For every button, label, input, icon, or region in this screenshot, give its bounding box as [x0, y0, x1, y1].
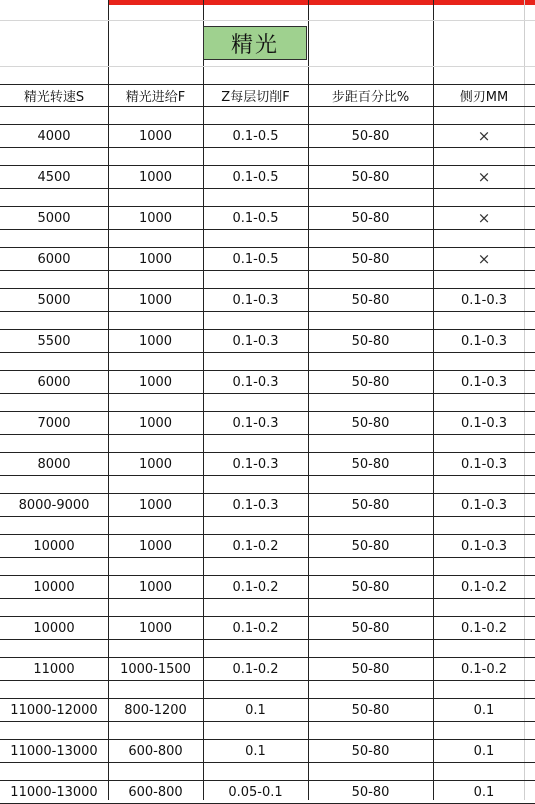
cell-side-cut[interactable]: 0.1-0.2 — [460, 661, 508, 677]
cell-stepover[interactable]: 50-80 — [351, 497, 390, 513]
cell-feed-rate[interactable]: 1000 — [138, 415, 173, 431]
cell-z-step[interactable]: 0.1 — [245, 743, 266, 759]
cell-stepover[interactable]: 50-80 — [351, 456, 390, 472]
grid-hline — [0, 311, 535, 312]
cell-spindle-speed[interactable]: 10000 — [33, 620, 75, 636]
cell-stepover[interactable]: 50-80 — [351, 128, 390, 144]
cell-stepover[interactable]: 50-80 — [351, 661, 390, 677]
cell-stepover[interactable]: 50-80 — [351, 292, 390, 308]
cell-z-step[interactable]: 0.1-0.3 — [232, 333, 279, 349]
cell-z-step[interactable]: 0.1-0.2 — [232, 620, 279, 636]
cell-spindle-speed[interactable]: 6000 — [37, 251, 71, 267]
cell-stepover[interactable]: 50-80 — [351, 251, 390, 267]
grid-hline — [0, 66, 535, 67]
cell-spindle-speed[interactable]: 5000 — [37, 292, 71, 308]
cell-stepover[interactable]: 50-80 — [351, 743, 390, 759]
cell-spindle-speed[interactable]: 5000 — [37, 210, 71, 226]
grid-hline — [0, 434, 535, 435]
cell-stepover[interactable]: 50-80 — [351, 620, 390, 636]
cell-z-step[interactable]: 0.1-0.3 — [232, 456, 279, 472]
grid-hline — [0, 639, 535, 640]
grid-hline — [0, 352, 535, 353]
title-cell[interactable]: 精光 — [203, 26, 307, 60]
cell-side-cut[interactable]: × — [477, 250, 491, 268]
header-spindle-speed[interactable]: 精光转速S — [23, 89, 85, 105]
cell-z-step[interactable]: 0.1 — [245, 702, 266, 718]
cell-z-step[interactable]: 0.1-0.5 — [232, 251, 279, 267]
cell-side-cut[interactable]: 0.1-0.3 — [460, 374, 508, 390]
cell-z-step[interactable]: 0.1-0.2 — [232, 538, 279, 554]
cell-spindle-speed[interactable]: 5500 — [37, 333, 71, 349]
cell-stepover[interactable]: 50-80 — [351, 784, 390, 800]
cell-stepover[interactable]: 50-80 — [351, 538, 390, 554]
grid-hline — [0, 106, 535, 107]
header-side-cut[interactable]: 侧刃MM — [459, 89, 509, 105]
cell-stepover[interactable]: 50-80 — [351, 702, 390, 718]
top-red-bar — [108, 0, 535, 5]
cell-feed-rate[interactable]: 1000 — [138, 579, 173, 595]
grid-hline — [0, 598, 535, 599]
cell-z-step[interactable]: 0.1-0.3 — [232, 415, 279, 431]
cell-z-step[interactable]: 0.1-0.3 — [232, 497, 279, 513]
cell-spindle-speed[interactable]: 8000-9000 — [18, 497, 90, 513]
cell-side-cut[interactable]: × — [477, 127, 491, 145]
cell-spindle-speed[interactable]: 7000 — [37, 415, 71, 431]
grid-hline — [0, 229, 535, 230]
grid-hline — [0, 516, 535, 517]
cell-feed-rate[interactable]: 1000 — [138, 456, 173, 472]
cell-spindle-speed[interactable]: 4500 — [37, 169, 71, 185]
cell-z-step[interactable]: 0.1-0.2 — [232, 579, 279, 595]
cell-stepover[interactable]: 50-80 — [351, 210, 390, 226]
cell-stepover[interactable]: 50-80 — [351, 374, 390, 390]
cell-spindle-speed[interactable]: 10000 — [33, 538, 75, 554]
cell-feed-rate[interactable]: 1000 — [138, 251, 173, 267]
cell-stepover[interactable]: 50-80 — [351, 579, 390, 595]
header-z-step[interactable]: Z每层切削F — [221, 89, 290, 105]
cell-z-step[interactable]: 0.1-0.3 — [232, 374, 279, 390]
cell-side-cut[interactable]: 0.1 — [473, 702, 495, 718]
cell-spindle-speed[interactable]: 11000-13000 — [10, 743, 98, 759]
cell-feed-rate[interactable]: 600-800 — [128, 784, 183, 800]
cell-feed-rate[interactable]: 600-800 — [128, 743, 183, 759]
cell-feed-rate[interactable]: 1000 — [138, 620, 173, 636]
cell-side-cut[interactable]: 0.1 — [473, 784, 495, 800]
cell-feed-rate[interactable]: 1000 — [138, 374, 173, 390]
cell-z-step[interactable]: 0.05-0.1 — [228, 784, 283, 800]
cell-z-step[interactable]: 0.1-0.3 — [232, 292, 279, 308]
cell-side-cut[interactable]: 0.1-0.3 — [460, 333, 508, 349]
cell-z-step[interactable]: 0.1-0.5 — [232, 169, 279, 185]
cell-spindle-speed[interactable]: 11000-13000 — [10, 784, 98, 800]
cell-side-cut[interactable]: × — [477, 209, 491, 227]
cell-side-cut[interactable]: 0.1-0.3 — [460, 538, 508, 554]
cell-side-cut[interactable]: 0.1-0.3 — [460, 456, 508, 472]
cell-z-step[interactable]: 0.1-0.5 — [232, 210, 279, 226]
grid-hline — [0, 270, 535, 271]
cell-feed-rate[interactable]: 1000 — [138, 292, 173, 308]
grid-hline — [0, 188, 535, 189]
cell-side-cut[interactable]: 0.1-0.3 — [460, 497, 508, 513]
cell-z-step[interactable]: 0.1-0.2 — [232, 661, 279, 677]
cell-spindle-speed[interactable]: 11000 — [33, 661, 75, 677]
grid-hline — [0, 721, 535, 722]
cell-z-step[interactable]: 0.1-0.5 — [232, 128, 279, 144]
cell-feed-rate[interactable]: 1000 — [138, 128, 173, 144]
cell-spindle-speed[interactable]: 8000 — [37, 456, 71, 472]
cell-side-cut[interactable]: 0.1-0.2 — [460, 579, 508, 595]
header-stepover-percent[interactable]: 步距百分比% — [331, 89, 410, 105]
grid-hline — [0, 557, 535, 558]
cell-side-cut[interactable]: 0.1-0.3 — [460, 292, 508, 308]
cell-feed-rate[interactable]: 1000 — [138, 333, 173, 349]
grid-hline — [0, 680, 535, 681]
cell-stepover[interactable]: 50-80 — [351, 415, 390, 431]
grid-hline — [0, 475, 535, 476]
cell-spindle-speed[interactable]: 10000 — [33, 579, 75, 595]
cell-feed-rate[interactable]: 1000 — [138, 538, 173, 554]
cell-side-cut[interactable]: 0.1-0.2 — [460, 620, 508, 636]
cell-side-cut[interactable]: × — [477, 168, 491, 186]
cell-stepover[interactable]: 50-80 — [351, 333, 390, 349]
header-feed-rate[interactable]: 精光进给F — [125, 89, 186, 105]
cell-feed-rate[interactable]: 800-1200 — [124, 702, 187, 718]
cell-stepover[interactable]: 50-80 — [351, 169, 390, 185]
cell-spindle-speed[interactable]: 6000 — [37, 374, 71, 390]
grid-hline — [0, 762, 535, 763]
grid-hline — [0, 147, 535, 148]
cell-spindle-speed[interactable]: 11000-12000 — [10, 702, 98, 718]
cell-side-cut[interactable]: 0.1-0.3 — [460, 415, 508, 431]
cell-feed-rate[interactable]: 1000 — [138, 210, 173, 226]
cell-feed-rate[interactable]: 1000-1500 — [120, 661, 191, 677]
cell-spindle-speed[interactable]: 4000 — [37, 128, 71, 144]
cell-feed-rate[interactable]: 1000 — [138, 497, 173, 513]
grid-hline — [0, 20, 535, 21]
cell-side-cut[interactable]: 0.1 — [473, 743, 495, 759]
cell-feed-rate[interactable]: 1000 — [138, 169, 173, 185]
grid-hline — [0, 393, 535, 394]
